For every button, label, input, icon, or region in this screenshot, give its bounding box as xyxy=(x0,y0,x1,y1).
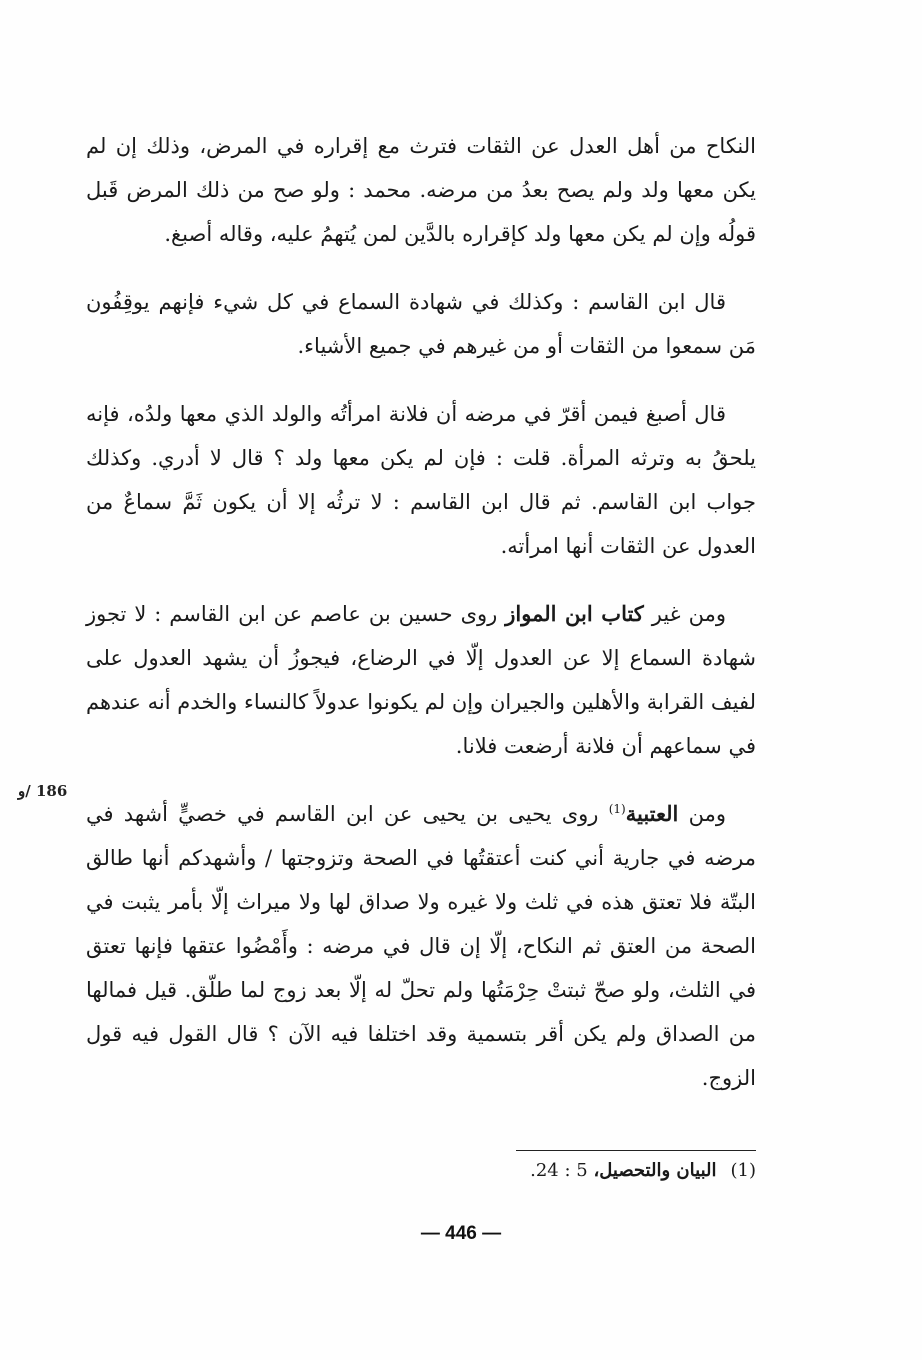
paragraph-5 xyxy=(86,792,756,1100)
paragraph-4-prefix: ومن غير xyxy=(643,602,726,626)
paragraph-5-text: روى يحيى بن يحيى عن ابن القاسم في خصيٍّ أشهد في مرضه في جارية أني كنت أعتقتُها في الصحة وتزوجتها / وأشهدكم أنها طالق البتّة فلا تعتق هذه في ثلث ولا غيره ولا صداق لها ولا ميراث إلّا بأمر يثبت في الصحة من العتق ثم النكاح، إلّا إن قال في مرضه : وأَمْضُوا عتقها فإنها تعتق في الثلث، ولو صحّ ثبتتْ حِرْمَتُها ولم تحلّ له إلّا بعد زوج لما طلّق. قيل فمالها من الصداق ولم يكن أقر بتسمية وقد اختلفا فيه الآن ؟ قال القول فيه قول الزوج. xyxy=(86,802,756,1090)
footnote-reference[interactable]: (1) xyxy=(608,802,626,816)
page-number: — 446 — xyxy=(420,1223,502,1244)
paragraph-2 xyxy=(86,280,756,368)
paragraph-4-source-title: كتاب ابن المواز xyxy=(505,601,644,626)
footnote-number: (1) xyxy=(730,1160,756,1181)
main-text xyxy=(86,124,756,1100)
paragraph-2-text: قال ابن القاسم : وكذلك في شهادة السماع في كل شيء فإنهم يوقِفُون مَن سمعوا من الثقات أو من غيرهم في جميع الأشياء. xyxy=(86,290,756,358)
footnote xyxy=(440,1157,756,1185)
paragraph-1-text: النكاح من أهل العدل عن الثقات فترث مع إقراره في المرض، وذلك إن لم يكن معها ولد ولم يصح بعدُ من مرضه. محمد : ولو صح من ذلك المرض قَبل قولُه وإن لم يكن معها ولد كإقراره بالدَّين لمن يُتهمُ عليه، وقاله أصبغ. xyxy=(86,134,756,246)
paragraph-4-text: روى حسين بن عاصم عن ابن القاسم : لا تجوز شهادة السماع إلا عن العدول إلّا في الرضاع، فيجوزُ أن يشهد العدول على لفيف القرابة والأهلين والجيران وإن لم يكونوا عدولاً كالنساء والخدم أنه عندهم في سماعهم أن فلانة أرضعت فلانا. xyxy=(86,602,756,758)
paragraph-5-prefix: ومن xyxy=(678,802,726,826)
manuscript-folio-note: 186 /و xyxy=(18,782,68,800)
footnote-title: البيان والتحصيل، xyxy=(593,1160,717,1181)
paragraph-3-text: قال أصبغ فيمن أقرّ في مرضه أن فلانة امرأتُه والولد الذي معها ولدُه، فإنه يلحقُ به وترثه المرأة. قلت : فإن لم يكن معها ولد ؟ قال لا أدري. وكذلك جواب ابن القاسم. ثم قال ابن القاسم : لا ترثُه إلا أن يكون ثَمَّ سماعٌ من العدول عن الثقات أنها امرأته. xyxy=(86,402,756,558)
paragraph-4 xyxy=(86,592,756,768)
paragraph-5-source-title: العتبية xyxy=(625,801,679,826)
footnote-divider xyxy=(516,1150,756,1151)
paragraph-3 xyxy=(86,392,756,568)
footnote-reference-text: 5 : 24. xyxy=(530,1160,594,1181)
paragraph-1 xyxy=(86,124,756,256)
